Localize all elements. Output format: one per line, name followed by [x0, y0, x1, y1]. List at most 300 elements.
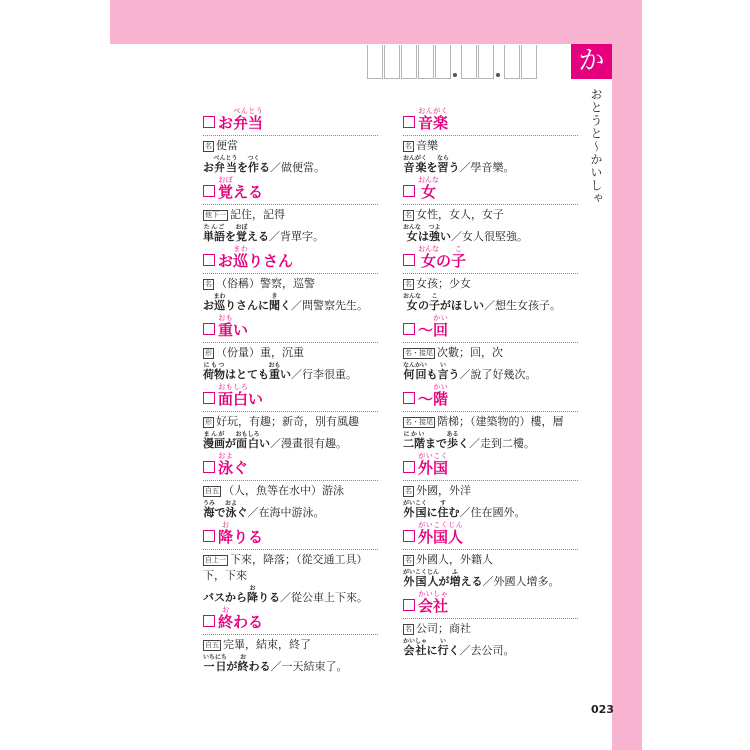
- example-translation: ／去公司。: [459, 644, 515, 657]
- ruby-reading: お: [218, 606, 233, 614]
- ruby-reading: まわ: [233, 245, 249, 253]
- definition-text: 音樂: [416, 139, 438, 152]
- entry-headword: [203, 313, 383, 339]
- ruby-word: 作つく: [247, 155, 260, 174]
- example-japanese: [203, 293, 291, 312]
- definition-text: （人，魚等在水中）游泳: [223, 484, 344, 497]
- dotted-divider: [403, 549, 578, 550]
- kana-text: が: [225, 437, 236, 450]
- kana-text: が: [438, 575, 450, 588]
- ruby-word: 覚おぼ: [218, 176, 234, 201]
- ruby-reading: ある: [446, 431, 459, 438]
- ruby-word: 海うみ: [203, 500, 216, 519]
- ruby-word: 弁当べんとう: [233, 107, 264, 132]
- checkbox-icon: [403, 461, 415, 473]
- ruby-reading: ふ: [449, 569, 461, 576]
- kana-text: う: [448, 161, 460, 174]
- definition-text: 外國人，外籍人: [416, 553, 493, 566]
- example-translation: ／一天結束了。: [270, 660, 348, 673]
- definition-text: 便當: [216, 139, 238, 152]
- ruby-word: 降お: [247, 585, 258, 604]
- ruby-reading: おも: [268, 362, 281, 369]
- dotted-divider: [403, 204, 578, 205]
- example-japanese: [203, 155, 271, 174]
- definition-text: 下來，降落；（從交通工具）下，下來: [203, 553, 368, 582]
- ruby-word: 巡まわ: [233, 245, 249, 270]
- example-sentence: [203, 223, 383, 244]
- entry-definition: [403, 552, 583, 568]
- check-box: [384, 45, 400, 79]
- example-translation: ／行李很重。: [291, 368, 357, 381]
- kana-text: に: [426, 506, 438, 519]
- dotted-divider: [403, 342, 578, 343]
- vocab-entry: [403, 382, 583, 451]
- example-translation: ／漫畫很有趣。: [270, 437, 348, 450]
- example-japanese: [203, 224, 269, 243]
- check-box: [478, 45, 494, 79]
- part-of-speech-badge: 名・接尾: [405, 418, 433, 426]
- kana-text: う: [448, 368, 460, 381]
- checkbox-icon: [203, 254, 215, 266]
- kana-text: お: [218, 252, 234, 270]
- ruby-reading: かい: [433, 314, 449, 322]
- check-box: [367, 45, 383, 79]
- entry-definition: [203, 276, 383, 292]
- ruby-reading: およ: [218, 452, 234, 460]
- example-sentence: [203, 653, 383, 674]
- entry-headword: [203, 175, 383, 201]
- ruby-reading: おんな: [403, 224, 422, 231]
- ruby-reading: おぼ: [218, 176, 234, 184]
- kana-text: お: [203, 299, 214, 312]
- ruby-reading: まんが: [203, 431, 225, 438]
- section-range-label: おとうと〜かいしゃ: [589, 88, 603, 205]
- ruby-word: 面白おもしろ: [218, 383, 249, 408]
- entry-definition: [203, 552, 383, 584]
- ruby-reading: がいこく: [418, 452, 449, 460]
- vocab-entry: [203, 382, 383, 451]
- kana-text: りる: [233, 528, 264, 546]
- check-box: [504, 45, 520, 79]
- checkbox-icon: [203, 530, 215, 542]
- kana-text: りる: [258, 591, 280, 604]
- example-translation: ／學音樂。: [459, 161, 515, 174]
- example-japanese: [203, 431, 271, 450]
- ruby-word: 回かい: [433, 314, 449, 339]
- checkbox-icon: [203, 185, 215, 197]
- definition-text: 次數；回，次: [437, 346, 503, 359]
- vocab-entry: [203, 605, 383, 674]
- ruby-reading: こ: [429, 293, 440, 300]
- ruby-word: 降お: [218, 521, 234, 546]
- vocab-entry: [203, 175, 383, 244]
- checkbox-icon: [403, 392, 415, 404]
- example-sentence: [403, 154, 583, 175]
- ruby-reading: うみ: [203, 500, 216, 507]
- part-of-speech-badge: 名: [205, 280, 212, 288]
- dotted-divider: [203, 634, 378, 635]
- ruby-word: 終お: [237, 654, 249, 673]
- ruby-word: 泳およ: [218, 452, 234, 477]
- ruby-word: 聞き: [269, 293, 280, 312]
- ruby-word: 何回なんかい: [403, 362, 428, 381]
- dotted-divider: [203, 480, 378, 481]
- ruby-reading: まわ: [213, 293, 226, 300]
- example-sentence: [403, 637, 583, 658]
- checkbox-icon: [203, 116, 215, 128]
- ruby-reading: たんご: [203, 224, 225, 231]
- ruby-word: 女おんな: [403, 293, 422, 312]
- entry-headword: [403, 520, 583, 546]
- ruby-word: 子こ: [451, 245, 467, 270]
- ruby-word: 荷物にもつ: [203, 362, 225, 381]
- kana-text: も: [426, 368, 438, 381]
- checkbox-icon: [403, 254, 415, 266]
- date-separator-dot: [453, 73, 457, 77]
- example-sentence: [203, 499, 383, 520]
- definition-text: 外國，外洋: [416, 484, 471, 497]
- ruby-reading: おんな: [403, 293, 422, 300]
- example-japanese: [203, 654, 271, 673]
- vocab-entry: [203, 106, 383, 175]
- kana-text: える: [460, 575, 483, 588]
- example-translation: ／女人很堅強。: [451, 230, 528, 243]
- example-sentence: [203, 292, 383, 313]
- example-japanese: [403, 569, 483, 588]
- kana-text: く: [280, 299, 291, 312]
- checkbox-icon: [203, 615, 215, 627]
- ruby-word: 女おんな: [403, 224, 422, 243]
- entry-definition: [203, 345, 383, 361]
- ruby-reading: おんがく: [403, 155, 428, 162]
- definition-text: 好玩，有趣；新奇，別有風趣: [216, 415, 359, 428]
- vocab-column-left: [203, 106, 383, 674]
- definition-text: （俗稱）警察，巡警: [216, 277, 315, 290]
- kana-text: はとても: [225, 368, 269, 381]
- vocab-entry: [403, 106, 583, 175]
- definition-text: （份量）重，沉重: [216, 346, 304, 359]
- vocab-entry: [403, 313, 583, 382]
- ruby-word: 階かい: [433, 383, 449, 408]
- dotted-divider: [203, 273, 378, 274]
- example-japanese: [403, 500, 460, 519]
- example-translation: ／從公車上下來。: [280, 591, 368, 604]
- ruby-word: 一日いちにち: [203, 654, 228, 673]
- ruby-word: 外国がいこく: [403, 500, 428, 519]
- vocab-entry: [203, 244, 383, 313]
- entry-definition: [203, 483, 383, 499]
- ruby-reading: べんとう: [213, 155, 238, 162]
- ruby-word: 重おも: [218, 314, 234, 339]
- part-of-speech-badge: 名: [205, 142, 212, 150]
- ruby-word: 音楽おんがく: [403, 155, 428, 174]
- kana-text: る: [259, 161, 271, 174]
- ruby-word: 増ふ: [449, 569, 461, 588]
- example-japanese: [403, 224, 451, 243]
- example-japanese: [203, 500, 248, 519]
- vocab-entry: [203, 313, 383, 382]
- ruby-reading: つよ: [428, 224, 441, 231]
- section-tab: か: [571, 44, 612, 79]
- dotted-divider: [203, 549, 378, 550]
- definition-text: 女孩；少女: [416, 277, 471, 290]
- ruby-reading: す: [437, 500, 449, 507]
- entry-headword: [403, 313, 583, 339]
- ruby-word: 漫画まんが: [203, 431, 225, 450]
- part-of-speech-badge: 自五: [205, 487, 219, 495]
- example-translation: ／在海中游泳。: [247, 506, 325, 519]
- kana-text: む: [448, 506, 460, 519]
- kana-text: い: [440, 230, 451, 243]
- entry-definition: [403, 138, 583, 154]
- dotted-divider: [203, 135, 378, 136]
- example-sentence: [403, 361, 583, 382]
- ruby-reading: おんがく: [418, 107, 449, 115]
- kana-text: い: [280, 368, 291, 381]
- part-of-speech-badge: 形: [205, 418, 212, 426]
- vocab-entry: [203, 520, 383, 605]
- study-check-boxes: [367, 45, 565, 80]
- ruby-reading: にかい: [403, 431, 425, 438]
- ruby-word: 強つよ: [428, 224, 441, 243]
- kana-text: りさん: [248, 252, 294, 270]
- dotted-divider: [403, 618, 578, 619]
- definition-text: 女性，女人，女子: [416, 208, 504, 221]
- part-of-speech-badge: 他下一: [205, 211, 226, 219]
- example-translation: ／外國人增多。: [482, 575, 560, 588]
- ruby-word: 面白おもしろ: [235, 431, 260, 450]
- example-translation: ／說了好幾次。: [459, 368, 537, 381]
- part-of-speech-badge: 名: [405, 625, 412, 633]
- entry-headword: [403, 175, 583, 201]
- check-box: [461, 45, 477, 79]
- kana-text: 〜: [418, 390, 434, 408]
- ruby-word: 外国がいこく: [418, 452, 449, 477]
- vocab-entry: [403, 589, 583, 658]
- kana-text: の: [436, 252, 452, 270]
- ruby-reading: なら: [437, 155, 450, 162]
- entry-definition: [203, 138, 383, 154]
- ruby-word: 重おも: [268, 362, 281, 381]
- top-color-band: [110, 0, 612, 44]
- ruby-reading: おもしろ: [235, 431, 260, 438]
- checkbox-icon: [403, 323, 415, 335]
- kana-text: が: [226, 660, 238, 673]
- example-translation: ／背單字。: [269, 230, 324, 243]
- kana-text: バスから: [203, 591, 247, 604]
- checkbox-icon: [203, 323, 215, 335]
- ruby-reading: がいこくじん: [403, 569, 440, 576]
- dotted-divider: [403, 480, 578, 481]
- check-box: [435, 45, 451, 79]
- entry-definition: [403, 414, 583, 430]
- ruby-reading: にもつ: [203, 362, 225, 369]
- entry-headword: [403, 589, 583, 615]
- entry-definition: [403, 345, 583, 361]
- entry-definition: [403, 483, 583, 499]
- checkbox-icon: [403, 116, 415, 128]
- example-sentence: [203, 361, 383, 382]
- vocab-entry: [403, 451, 583, 520]
- ruby-reading: い: [437, 362, 449, 369]
- entry-definition: [403, 621, 583, 637]
- ruby-reading: がいこく: [403, 500, 428, 507]
- check-box: [401, 45, 417, 79]
- part-of-speech-badge: 名: [405, 556, 412, 564]
- kana-text: く: [458, 437, 469, 450]
- kana-text: お: [218, 114, 234, 132]
- example-japanese: [203, 362, 291, 381]
- entry-headword: [203, 382, 383, 408]
- kana-text: の: [418, 299, 429, 312]
- ruby-word: 住す: [437, 500, 449, 519]
- kana-text: い: [233, 321, 249, 339]
- ruby-word: 覚おぼ: [235, 224, 248, 243]
- kana-text: わる: [233, 613, 264, 631]
- ruby-reading: お: [218, 521, 233, 529]
- example-translation: ／走到二樓。: [469, 437, 535, 450]
- example-translation: ／做便當。: [270, 161, 326, 174]
- ruby-word: 歩ある: [446, 431, 459, 450]
- entry-definition: [203, 637, 383, 653]
- checkbox-icon: [403, 185, 415, 197]
- example-japanese: [403, 362, 460, 381]
- example-sentence: [203, 154, 383, 175]
- ruby-reading: おも: [218, 314, 234, 322]
- example-japanese: [403, 638, 460, 657]
- kana-text: お: [203, 161, 214, 174]
- kana-text: りさんに: [225, 299, 269, 312]
- ruby-reading: き: [269, 293, 280, 300]
- definition-text: 記住，記得: [230, 208, 285, 221]
- kana-text: を: [237, 161, 249, 174]
- part-of-speech-badge: 名・接尾: [405, 349, 433, 357]
- entry-headword: [203, 106, 383, 132]
- entry-headword: [203, 244, 383, 270]
- ruby-word: 会社かいしゃ: [418, 590, 449, 615]
- kana-text: い: [259, 437, 271, 450]
- kana-text: ぐ: [236, 506, 248, 519]
- ruby-word: 巡まわ: [213, 293, 226, 312]
- kana-text: がほしい: [440, 299, 484, 312]
- entry-headword: [403, 451, 583, 477]
- ruby-reading: つく: [247, 155, 260, 162]
- vocab-column-right: [403, 106, 583, 658]
- ruby-word: 外国人がいこくじん: [418, 521, 464, 546]
- check-box: [418, 45, 434, 79]
- definition-text: 公司；商社: [416, 622, 471, 635]
- definition-text: 完畢，結束，終了: [223, 638, 311, 651]
- checkbox-icon: [403, 599, 415, 611]
- checkbox-icon: [203, 461, 215, 473]
- ruby-reading: い: [437, 638, 449, 645]
- part-of-speech-badge: 名: [405, 142, 412, 150]
- part-of-speech-badge: 名: [405, 487, 412, 495]
- dotted-divider: [403, 273, 578, 274]
- example-sentence: [403, 568, 583, 589]
- ruby-reading: べんとう: [233, 107, 264, 115]
- example-translation: ／想生女孩子。: [484, 299, 561, 312]
- entry-headword: [403, 382, 583, 408]
- ruby-word: 会社かいしゃ: [403, 638, 428, 657]
- kana-text: で: [214, 506, 226, 519]
- dotted-divider: [403, 135, 578, 136]
- ruby-word: 外国人がいこくじん: [403, 569, 440, 588]
- kana-text: い: [248, 390, 264, 408]
- part-of-speech-badge: 形: [205, 349, 212, 357]
- ruby-reading: およ: [225, 500, 238, 507]
- vocab-entry: [203, 451, 383, 520]
- ruby-word: 言い: [437, 362, 449, 381]
- ruby-reading: お: [237, 654, 249, 661]
- entry-definition: [203, 207, 383, 223]
- ruby-reading: おんな: [418, 245, 439, 253]
- vocab-entry: [403, 244, 583, 313]
- checkbox-icon: [203, 392, 215, 404]
- ruby-word: 行い: [437, 638, 449, 657]
- kana-text: ぐ: [233, 459, 249, 477]
- page-number: 023: [591, 703, 614, 716]
- ruby-reading: お: [247, 585, 258, 592]
- definition-text: 階梯；（建築物的）樓，層: [437, 415, 564, 428]
- kana-text: を: [426, 161, 438, 174]
- ruby-reading: かいしゃ: [403, 638, 428, 645]
- dotted-divider: [203, 204, 378, 205]
- ruby-word: 弁当べんとう: [213, 155, 238, 174]
- example-translation: ／問警察先生。: [291, 299, 368, 312]
- date-separator-dot: [496, 73, 500, 77]
- vocab-entry: [403, 520, 583, 589]
- kana-text: まで: [425, 437, 447, 450]
- ruby-reading: こ: [451, 245, 467, 253]
- ruby-reading: おぼ: [235, 224, 248, 231]
- example-japanese: [403, 293, 484, 312]
- part-of-speech-badge: 名: [405, 211, 412, 219]
- example-japanese: [203, 585, 280, 604]
- dotted-divider: [403, 411, 578, 412]
- ruby-reading: かいしゃ: [418, 590, 449, 598]
- ruby-reading: おんな: [418, 176, 439, 184]
- kana-text: く: [448, 644, 460, 657]
- entry-definition: [403, 276, 583, 292]
- kana-text: を: [225, 230, 236, 243]
- dotted-divider: [203, 342, 378, 343]
- ruby-word: 子こ: [429, 293, 440, 312]
- entry-headword: [203, 451, 383, 477]
- ruby-word: 二階にかい: [403, 431, 425, 450]
- part-of-speech-badge: 自五: [205, 641, 219, 649]
- entry-headword: [403, 106, 583, 132]
- dotted-divider: [203, 411, 378, 412]
- ruby-reading: なんかい: [403, 362, 428, 369]
- ruby-word: 女おんな: [418, 245, 439, 270]
- ruby-reading: かい: [433, 383, 449, 391]
- ruby-word: 音楽おんがく: [418, 107, 449, 132]
- example-japanese: [403, 155, 460, 174]
- ruby-reading: がいこくじん: [418, 521, 464, 529]
- example-sentence: [403, 292, 583, 313]
- kana-text: は: [418, 230, 429, 243]
- kana-text: える: [247, 230, 269, 243]
- ruby-word: 単語たんご: [203, 224, 225, 243]
- ruby-reading: いちにち: [203, 654, 228, 661]
- entry-headword: [203, 520, 383, 546]
- entry-headword: [403, 244, 583, 270]
- ruby-word: 習なら: [437, 155, 450, 174]
- example-sentence: [403, 499, 583, 520]
- entry-headword: [203, 605, 383, 631]
- kana-text: える: [233, 183, 264, 201]
